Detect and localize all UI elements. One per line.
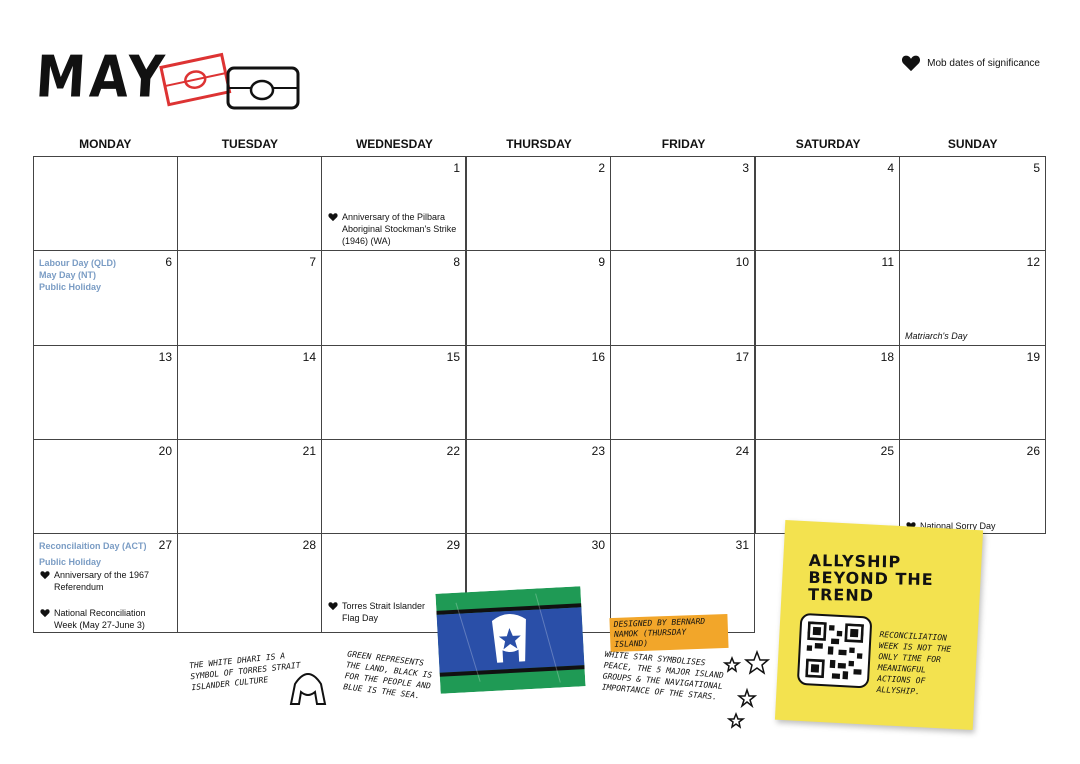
holiday-line: Reconcilaition Day (ACT) xyxy=(39,541,147,551)
calendar-cell-26 xyxy=(899,439,1046,534)
day-number: 30 xyxy=(591,538,605,552)
weekday-tuesday: TUESDAY xyxy=(221,137,278,151)
day-number: 23 xyxy=(591,444,605,458)
calendar-cell-4 xyxy=(755,156,900,251)
sticky-note-text: RECONCILIATION WEEK IS NOT THE ONLY TIME FOR MEANINGFUL ACTIONS OF ALLYSHIP. xyxy=(876,630,952,697)
holiday-line: Public Holiday xyxy=(39,282,102,292)
event-tsi-flag-day xyxy=(328,600,443,624)
calendar-cell-10 xyxy=(610,250,755,346)
day-number: 13 xyxy=(158,350,172,364)
day-number: 24 xyxy=(735,444,749,458)
weekday-sunday: SUNDAY xyxy=(947,137,998,151)
qr-code-icon xyxy=(805,621,864,680)
calendar-cell-8 xyxy=(321,250,466,346)
note-dhari: THE WHITE DHARI IS A SYMBOL OF TORRES STRAIT ISLANDER CULTURE xyxy=(188,651,301,693)
day-number: 3 xyxy=(742,161,749,175)
calendar-cell-empty xyxy=(177,156,322,251)
holiday-line: Public Holiday xyxy=(39,557,102,567)
calendar-cell-21 xyxy=(177,439,322,534)
calendar-cell-5 xyxy=(899,156,1046,251)
calendar-cell-18 xyxy=(755,345,900,440)
note-colours: GREEN REPRESENTS THE LAND, BLACK IS FOR THE PEOPLE AND BLUE IS THE SEA. xyxy=(342,649,433,701)
day-number: 27 xyxy=(158,538,172,552)
calendar-cell-23 xyxy=(466,439,611,534)
sticky-title: ALLYSHIP BEYOND THE TREND xyxy=(807,550,934,606)
dhari-sketch-icon xyxy=(285,664,331,710)
day-number: 5 xyxy=(1033,161,1040,175)
calendar-cell-11 xyxy=(755,250,900,346)
calendar-cell-12 xyxy=(899,250,1046,346)
holiday-reconciliation-day xyxy=(39,540,147,568)
day-number: 8 xyxy=(453,255,460,269)
day-number: 6 xyxy=(165,255,172,269)
day-number: 16 xyxy=(591,350,605,364)
weekday-friday: FRIDAY xyxy=(661,137,706,151)
calendar-cell-27 xyxy=(33,533,178,633)
day-number: 28 xyxy=(302,538,316,552)
day-number: 18 xyxy=(880,350,894,364)
day-number: 26 xyxy=(1026,444,1040,458)
calendar-cell-24 xyxy=(610,439,755,534)
day-number: 10 xyxy=(735,255,749,269)
calendar-cell-17 xyxy=(610,345,755,440)
star-doodle-icon xyxy=(722,648,772,738)
calendar-cell-empty xyxy=(33,156,178,251)
day-number: 15 xyxy=(446,350,460,364)
day-number: 1 xyxy=(453,161,460,175)
day-number: 25 xyxy=(880,444,894,458)
day-number: 19 xyxy=(1026,350,1040,364)
calendar-cell-6 xyxy=(33,250,178,346)
event-text: Anniversary of the 1967 Referendum xyxy=(54,570,150,592)
torres-strait-flag-image xyxy=(435,586,585,693)
calendar-cell-15 xyxy=(321,345,466,440)
day-number: 7 xyxy=(309,255,316,269)
weekday-monday: MONDAY xyxy=(79,137,132,151)
day-number: 14 xyxy=(302,350,316,364)
calendar-cell-14 xyxy=(177,345,322,440)
calendar-cell-19 xyxy=(899,345,1046,440)
designed-by-tag: DESIGNED BY BERNARD NAMOK (THURSDAY ISLAND) xyxy=(609,614,728,652)
calendar-cell-3 xyxy=(610,156,755,251)
heart-icon xyxy=(328,601,338,611)
month-title: MAY xyxy=(33,43,170,111)
day-number: 31 xyxy=(735,538,749,552)
day-number: 22 xyxy=(446,444,460,458)
allyship-sticky-note xyxy=(775,520,983,730)
calendar-cell-9 xyxy=(466,250,611,346)
holiday-line: Labour Day (QLD) xyxy=(39,258,117,268)
event-matriarch-day: Matriarch's Day xyxy=(905,331,968,341)
holiday-labour-day xyxy=(39,257,116,293)
calendar-cell-1 xyxy=(321,156,466,251)
holiday-line: May Day (NT) xyxy=(39,270,97,280)
calendar-cell-13 xyxy=(33,345,178,440)
qr-code[interactable] xyxy=(797,613,873,689)
day-number: 20 xyxy=(158,444,172,458)
day-number: 29 xyxy=(446,538,460,552)
calendar-cell-7 xyxy=(177,250,322,346)
day-number: 4 xyxy=(887,161,894,175)
weekday-saturday: SATURDAY xyxy=(795,137,861,151)
calendar-cell-28 xyxy=(177,533,322,633)
heart-icon xyxy=(40,608,50,618)
day-number: 17 xyxy=(735,350,749,364)
event-text: Torres Strait Islander Flag Day xyxy=(342,601,426,623)
day-number: 11 xyxy=(881,255,894,269)
heart-icon xyxy=(40,570,50,580)
event-pilbara xyxy=(328,211,458,247)
weekday-thursday: THURSDAY xyxy=(506,137,572,151)
event-text: National Sorry Day xyxy=(920,521,996,531)
day-number: 2 xyxy=(598,161,605,175)
day-number: 9 xyxy=(598,255,605,269)
legend-label: Mob dates of significance xyxy=(927,57,1040,69)
day-number: 21 xyxy=(302,444,316,458)
event-text: National Reconciliation Week (May 27-June 3) xyxy=(54,608,146,630)
heart-icon xyxy=(901,54,921,72)
event-reconciliation-week xyxy=(40,607,165,631)
event-referendum xyxy=(40,569,165,593)
calendar-cell-2 xyxy=(466,156,611,251)
weekday-wednesday: WEDNESDAY xyxy=(355,137,433,151)
legend xyxy=(901,54,1040,72)
day-number: 12 xyxy=(1026,255,1040,269)
calendar-cell-25 xyxy=(755,439,900,534)
flags-sketch-icon xyxy=(158,48,308,118)
calendar-cell-16 xyxy=(466,345,611,440)
calendar-cell-20 xyxy=(33,439,178,534)
note-star: WHITE STAR SYMBOLISES PEACE, THE 5 MAJOR ISLAND GROUPS & THE NAVIGATIONAL IMPORTANCE OF THE STARS. xyxy=(601,649,725,702)
calendar-cell-22 xyxy=(321,439,466,534)
event-text: Anniversary of the Pilbara Aboriginal Stockman's Strike (1946) (WA) xyxy=(342,212,457,246)
weekday-header-row xyxy=(33,137,1045,151)
heart-icon xyxy=(328,212,338,222)
